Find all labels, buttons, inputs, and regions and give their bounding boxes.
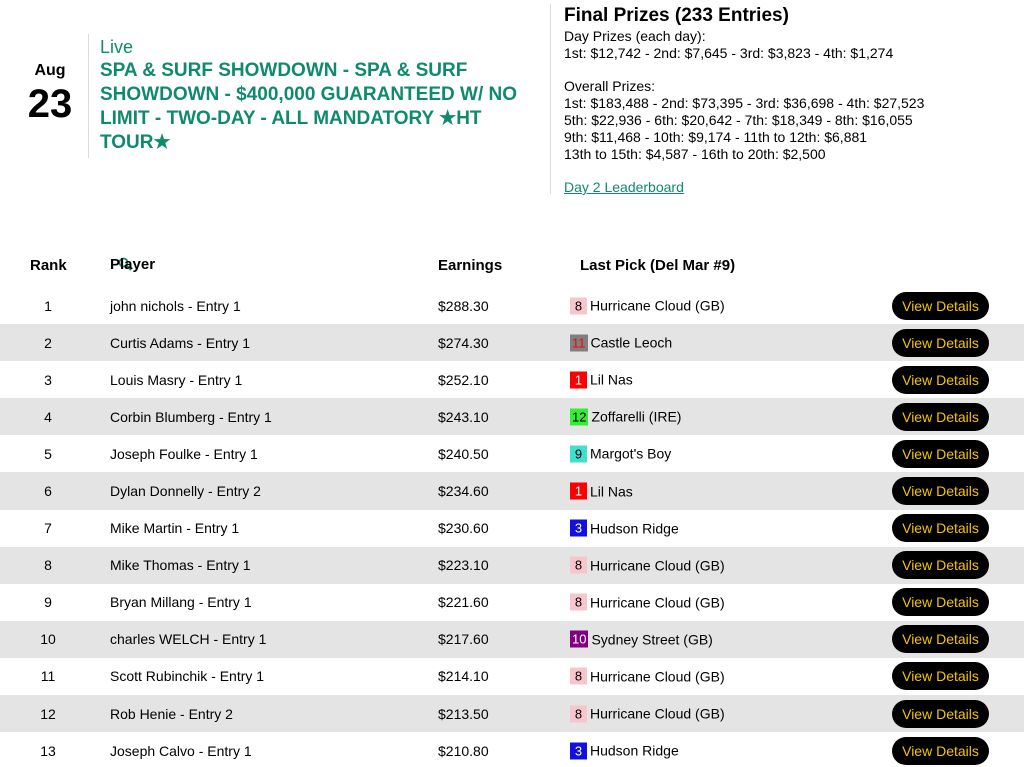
horse-name: Lil Nas [590,371,633,388]
rank-cell: 6 [44,483,52,500]
horse-name: Hurricane Cloud (GB) [590,668,725,685]
rank-header: Rank [30,257,67,274]
rank-cell: 4 [44,408,52,425]
player-cell: Curtis Adams - Entry 1 [110,334,251,351]
earnings-cell: $243.10 [438,408,489,425]
earnings-cell: $274.30 [438,334,489,351]
last-pick-cell [570,297,725,314]
last-pick-cell [570,594,725,611]
last-pick-cell [570,445,671,462]
rank-cell: 7 [44,520,52,537]
player-cell: charles WELCH - Entry 1 [110,631,267,648]
rank-cell: 9 [44,594,52,611]
player-cell: Scott Rubinchik - Entry 1 [110,668,265,685]
earnings-cell: $288.30 [438,297,489,314]
table-row [0,361,1024,398]
rank-cell: 10 [40,631,56,648]
earnings-cell: $221.60 [438,594,489,611]
horse-name: Lil Nas [590,483,633,500]
view-details-button[interactable]: View Details [892,551,989,579]
program-number-badge: 12 [572,409,587,425]
rank-cell: 11 [40,668,56,685]
player-header [110,255,156,273]
player-cell: Dylan Donnelly - Entry 2 [110,483,261,500]
player-cell: Corbin Blumberg - Entry 1 [110,408,272,425]
player-cell: Bryan Millang - Entry 1 [110,594,252,611]
program-number-badge: 8 [570,557,587,574]
rank-cell: 1 [44,297,52,314]
day-prizes-heading: Day Prizes (each day): [564,28,706,44]
last-pick-cell [570,334,672,351]
earnings-cell: $210.80 [438,742,489,759]
last-pick-cell [570,742,679,759]
table-header [0,257,1024,275]
prizes-title: Final Prizes (233 Entries) [564,5,789,26]
player-header-label: Player [110,255,156,273]
last-pick-cell [570,631,713,648]
last-pick-cell [570,520,679,537]
view-details-button[interactable]: View Details [892,292,989,320]
last-pick-cell [570,371,633,388]
horse-name: Margot's Boy [590,445,672,462]
rank-cell: 12 [40,705,56,722]
view-details-button[interactable]: View Details [892,662,989,690]
table-row [0,547,1024,584]
table-row [0,472,1024,509]
horse-name: Castle Leoch [590,334,673,351]
overall-prizes-heading: Overall Prizes: [564,78,656,94]
player-cell: john nichols - Entry 1 [110,297,241,314]
overall-prizes-line: 1st: $183,488 - 2nd: $73,395 - 3rd: $36,698 - 4th: $27,523 [564,95,925,111]
program-number-badge: 1 [570,371,587,388]
horse-name: Hudson Ridge [590,520,679,537]
view-details-button[interactable]: View Details [892,700,989,728]
event-title: SPA & SURF SHOWDOWN - SPA & SURF SHOWDOWN - $400,000 GUARANTEED W/ NO LIMIT - TWO-DAY - ALL MANDATORY ★HT TOUR★ [100,60,517,153]
earnings-header: Earnings [438,257,503,274]
program-number-badge: 8 [570,594,587,611]
event-status: Live [100,37,134,57]
program-number-badge: 1 [570,483,587,500]
player-cell: Mike Thomas - Entry 1 [110,557,251,574]
table-row [0,621,1024,658]
event-day: 23 [27,82,73,126]
program-number-badge: 9 [570,445,587,462]
last-pick-cell [570,483,633,500]
earnings-cell: $234.60 [438,483,489,500]
day-prizes-line: 1st: $12,742 - 2nd: $7,645 - 3rd: $3,823 - 4th: $1,274 [564,45,894,61]
program-number-badge: 3 [570,520,587,537]
event-date [22,62,78,124]
rank-cell: 5 [44,445,52,462]
earnings-cell: $252.10 [438,371,489,388]
overall-prizes-line: 9th: $11,468 - 10th: $9,174 - 11th to 12th: $6,881 [564,129,868,145]
table-row [0,584,1024,621]
table-row [0,435,1024,472]
overall-prizes-line: 13th to 15th: $4,587 - 16th to 20th: $2,500 [564,146,826,162]
event-month: Aug [34,62,66,79]
table-row [0,398,1024,435]
player-cell: Joseph Foulke - Entry 1 [110,445,258,462]
earnings-cell: $240.50 [438,445,489,462]
earnings-cell: $223.10 [438,557,489,574]
table-row [0,732,1024,767]
program-number-badge: 11 [572,335,586,351]
program-number-badge: 10 [572,631,587,647]
program-number-badge: 8 [570,705,587,722]
earnings-cell: $230.60 [438,520,489,537]
earnings-cell: $214.10 [438,668,489,685]
player-cell: Mike Martin - Entry 1 [110,520,240,537]
horse-name: Hudson Ridge [590,742,679,759]
last-pick-cell [570,668,725,685]
view-details-button[interactable]: View Details [892,403,989,431]
horse-name: Sydney Street (GB) [591,631,713,648]
view-details-button[interactable]: View Details [892,588,989,616]
table-row [0,695,1024,732]
last-pick-cell [570,705,725,722]
view-details-button[interactable]: View Details [892,477,989,505]
horse-name: Hurricane Cloud (GB) [590,594,725,611]
last-pick-header: Last Pick (Del Mar #9) [580,257,736,274]
view-details-button[interactable]: View Details [892,366,989,394]
overall-prizes-line: 5th: $22,936 - 6th: $20,642 - 7th: $18,349 - 8th: $16,055 [564,112,913,128]
last-pick-cell [570,557,725,574]
horse-name: Hurricane Cloud (GB) [590,705,725,722]
program-number-badge: 8 [570,668,587,685]
player-cell: Louis Masry - Entry 1 [110,371,243,388]
divider [550,4,551,194]
event-info [100,37,530,155]
program-number-badge: 3 [570,742,587,759]
day-2-leaderboard-link[interactable]: Day 2 Leaderboard [564,179,684,195]
player-cell: Joseph Calvo - Entry 1 [110,742,252,759]
view-details-button[interactable]: View Details [892,329,989,357]
divider [88,34,89,158]
view-details-button[interactable]: View Details [892,514,989,542]
view-details-button[interactable]: View Details [892,737,989,765]
last-pick-cell [570,408,681,425]
table-row [0,658,1024,695]
horse-name: Zoffarelli (IRE) [591,408,682,425]
rank-cell: 2 [44,334,52,351]
leaderboard-table [0,287,1024,767]
program-number-badge: 8 [570,297,587,314]
horse-name: Hurricane Cloud (GB) [590,297,725,314]
earnings-cell: $213.50 [438,705,489,722]
rank-cell: 8 [44,557,52,574]
rank-cell: 3 [44,371,52,388]
table-row [0,510,1024,547]
player-cell: Rob Henie - Entry 2 [110,705,233,722]
prizes-panel [564,5,1004,196]
view-details-button[interactable]: View Details [892,440,989,468]
table-row [0,324,1024,361]
horse-name: Hurricane Cloud (GB) [590,557,725,574]
table-row [0,287,1024,324]
rank-cell: 13 [40,742,56,759]
view-details-button[interactable]: View Details [892,625,989,653]
earnings-cell: $217.60 [438,631,489,648]
